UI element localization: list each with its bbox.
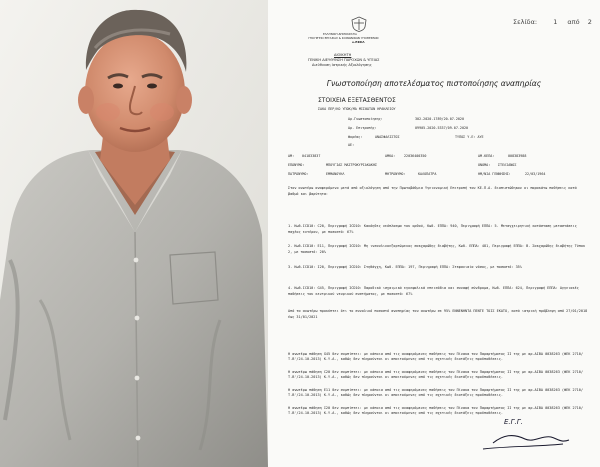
document-title: Γνωστοποίηση αποτελέσματος πιστοποίησης αναπηρίας	[326, 79, 542, 88]
father-name-label: ΠΑΤΡΩΝΥΜΟ:	[288, 172, 309, 176]
committee-number-label: Αρ. Επιτροπής:	[348, 126, 377, 130]
page-indicator	[513, 18, 592, 26]
am-label: ΑΜ:	[288, 154, 295, 158]
disability-certificate-document	[268, 0, 600, 467]
kepa-label: ΑΜ.ΚΕΠΑ:	[478, 154, 495, 158]
page-current: 1	[553, 18, 558, 26]
note-2: Η ανωτέρω πάθηση C20 δεν συμπίπτει: με κάποια από τις αναφερόμενες παθήσεις του Πίνακα του Παραρτήματος ΙΙ της με αρ.ΔΙΒΑ 0038263 (ΦΕΚ 2710/Τ.Β'/24-10-2013) Κ.Υ.Α., καθώς δεν πληρούνται οι απαιτούμενες από τις σχετικές διατάξεις προϋποθέσεις.	[288, 370, 584, 380]
surname-value: ΜΠΟΥΓΙΑΣ ΜΑΣΤΡΟΚΥΡΙΑΚΑΚΗΣ	[326, 163, 378, 167]
portrait-illustration	[0, 0, 268, 467]
ae-label: ΑΕ:	[348, 143, 355, 147]
emblem-caption-1: ΕΛΛΗΝΙΚΗ ΔΗΜΟΚΡΑΤΙΑ	[323, 32, 357, 36]
greek-emblem-icon	[350, 16, 368, 32]
page-total: 2	[587, 18, 592, 26]
section-heading: ΣΤΟΙΧΕΙΑ ΕΞΕΤΑΣΘΕΝΤΟΣ	[318, 97, 396, 104]
diagnosis-item-3: 3. Κωδ.ICD10: I20, Περιγραφή ICD10: Στηθάγχη, Κωδ. ΕΠΠΑ: 197, Περιγραφή ΕΠΠΑ: Στεφανιαία νόσος, με ποσοστό: 35%	[288, 265, 522, 269]
first-name-value: ΣΤΕΛΙΑΝΟΣ	[498, 163, 517, 167]
notification-number-label: Αρ.Γνωστοποίησης:	[348, 117, 383, 121]
mother-name-label: ΜΗΤΡΩΝΥΜΟ:	[385, 172, 406, 176]
birth-date-label: ΗΜ/ΝΙΑ ΓΕΝΝΗΣΗΣ:	[478, 172, 511, 176]
diagnosis-item-4: 4. Κωδ.ICD10: G45, Περιγραφή ICD10: Παροδικά ισχαιμικά εγκεφαλικά επεισόδια και συναφή σύνδρομα, Κωδ. ΕΠΠΑ: 624, Περιγραφή ΕΠΠΑ: Αγγειακές παθήσεις του κεντρικού νευρικού συστήματος, με ποσοστό: 67%	[288, 286, 579, 296]
surname-label: ΕΠΩΝΥΜΟ:	[288, 163, 305, 167]
diagnosis-item-1: 1. Κωδ.ICD10: C20, Περιγραφή ICD10: Κακόηθες νεόπλασμα του ορθού, Κωδ. ΕΠΠΑ: 940, Περιγραφή ΕΠΠΑ: 5. Μεταγχειρητική κατάσταση μεταστάσεις παχέος εντέρου, με ποσοστό: 67%	[288, 224, 577, 234]
intro-paragraph: Στον ανωτέρω αναφερόμενο μετά από αξιολόγηση από την Πρωτοβάθμια Υγειονομική Επιτροπή του ΚΕ.Π.Α. διαπιστώθηκαν οι παρακάτω παθήσεις κατά βαθμό και βαρύτητα:	[288, 186, 577, 196]
insurer-value: ΑΝΑΣΦΑΛΙΣΤΟΣ	[375, 135, 400, 139]
amka-value: 22036400350	[404, 154, 427, 158]
summary-paragraph: Από τα ανωτέρω προκύπτει ότι το συνολικό ποσοστό αναπηρίας του ανωτέρω σε 95% ΕΝΝΕΝΗΝΤΑ ΠΕΝΤΕ ΤΟΙΣ ΕΚΑΤΟ, κατά ιατρική πρόβλεψη από 27/01/2018 έως 31/01/2021	[288, 309, 588, 319]
agency-line-2: ΓΕΝΙΚΗ ΔΙΕΥΘΥΝΣΗ ΠΑΡΟΧΩΝ & ΥΓΕΙΑΣ	[308, 58, 380, 62]
portrait-photo	[0, 0, 268, 467]
emblem-caption-2: ΥΠΟΥΡΓΕΙΟ ΕΡΓΑΣΙΑΣ & ΚΟΙΝΩΝΙΚΩΝ ΥΠΟΘΕΣΕΩΝ	[308, 36, 379, 40]
signature-initials: Ε.Γ.Γ.	[504, 418, 523, 426]
committee-number: 09905-2020-5337/09.07.2020	[415, 126, 469, 130]
page-of: από	[567, 18, 580, 26]
father-name-value: ΕΜΜΑΝΟΥΗΛ	[326, 172, 345, 176]
mother-name-value: ΚΑΛΟΠΑΤΡΑ	[418, 172, 437, 176]
note-4: Η ανωτέρω πάθηση I20 δεν συμπίπτει: με κάποια από τις αναφερόμενες παθήσεις του Πίνακα του Παραρτήματος ΙΙ της με αρ.ΔΙΒΑ 0038263 (ΦΕΚ 2710/Τ.Β'/24-10-2013) Κ.Υ.Α., καθώς δεν πληρούνται οι απαιτούμενες από τις σχετικές διατάξεις προϋποθέσεις.	[288, 406, 584, 416]
insurer-label: Φορέας:	[348, 135, 363, 139]
agency-line-3: Διεύθυνση Ιατρικής Αξιολόγησης	[312, 63, 372, 67]
kepa-value: 008383988	[508, 154, 527, 158]
issuing-unit: ΣΑΚΑ ΠΕΡ/ΚΟ ΥΠΟΚ/ΜΑ ΜΙΣΘΩΤΩΝ ΗΡΑΚΛΕΙΟΥ	[318, 107, 396, 111]
birth-date-value: 22/03/1964	[525, 172, 546, 176]
committee-type: ΤΥΠΟΣ Υ.Ε: ΑΥΕ	[455, 135, 484, 139]
note-3: Η ανωτέρω πάθηση Ε11 δεν συμπίπτει: με κάποια από τις αναφερόμενες παθήσεις του Πίνακα του Παραρτήματος ΙΙ της με αρ.ΔΙΒΑ 0038263 (ΦΕΚ 2710/Τ.Β'/24-10-2013) Κ.Υ.Α., καθώς δεν πληρούνται οι απαιτούμενες από τις σχετικές διατάξεις προϋποθέσεις.	[288, 388, 584, 398]
diagnosis-item-2: 2. Κωδ.ICD10: E11, Περιγραφή ICD10: Μη ινσουλινοεξαρτώμενος σακχαρώδης διαβήτης, Κωδ. ΕΠΠΑ: 481, Περιγραφή ΕΠΠΑ: Β. Σακχαρώδης διαβήτης Τύπου 2, με ποσοστό: 20%	[288, 244, 586, 254]
signature-scribble	[473, 413, 583, 453]
notification-number: 302-2020-1789/20.07.2020	[415, 117, 464, 121]
first-name-label: ΟΝΟΜΑ:	[478, 163, 491, 167]
am-value: 041833837	[302, 154, 321, 158]
emblem-caption-3: e-ΕΦΚΑ	[352, 40, 365, 44]
amka-label: ΑΜΚΑ:	[385, 154, 396, 158]
agency-line-1: ΔΙΟΙΚΗΤΗ	[334, 53, 352, 57]
note-1: Η ανωτέρω πάθηση G45 δεν συμπίπτει: με κάποια από τις αναφερόμενες παθήσεις του Πίνακα του Παραρτήματος ΙΙ της με αρ.ΔΙΒΑ 0038263 (ΦΕΚ 2710/Τ.Β'/24-10-2013) Κ.Υ.Α., καθώς δεν πληρούνται οι απαιτούμενες από τις σχετικές διατάξεις προϋποθέσεις.	[288, 352, 584, 362]
page-label: Σελίδα:	[513, 18, 538, 26]
